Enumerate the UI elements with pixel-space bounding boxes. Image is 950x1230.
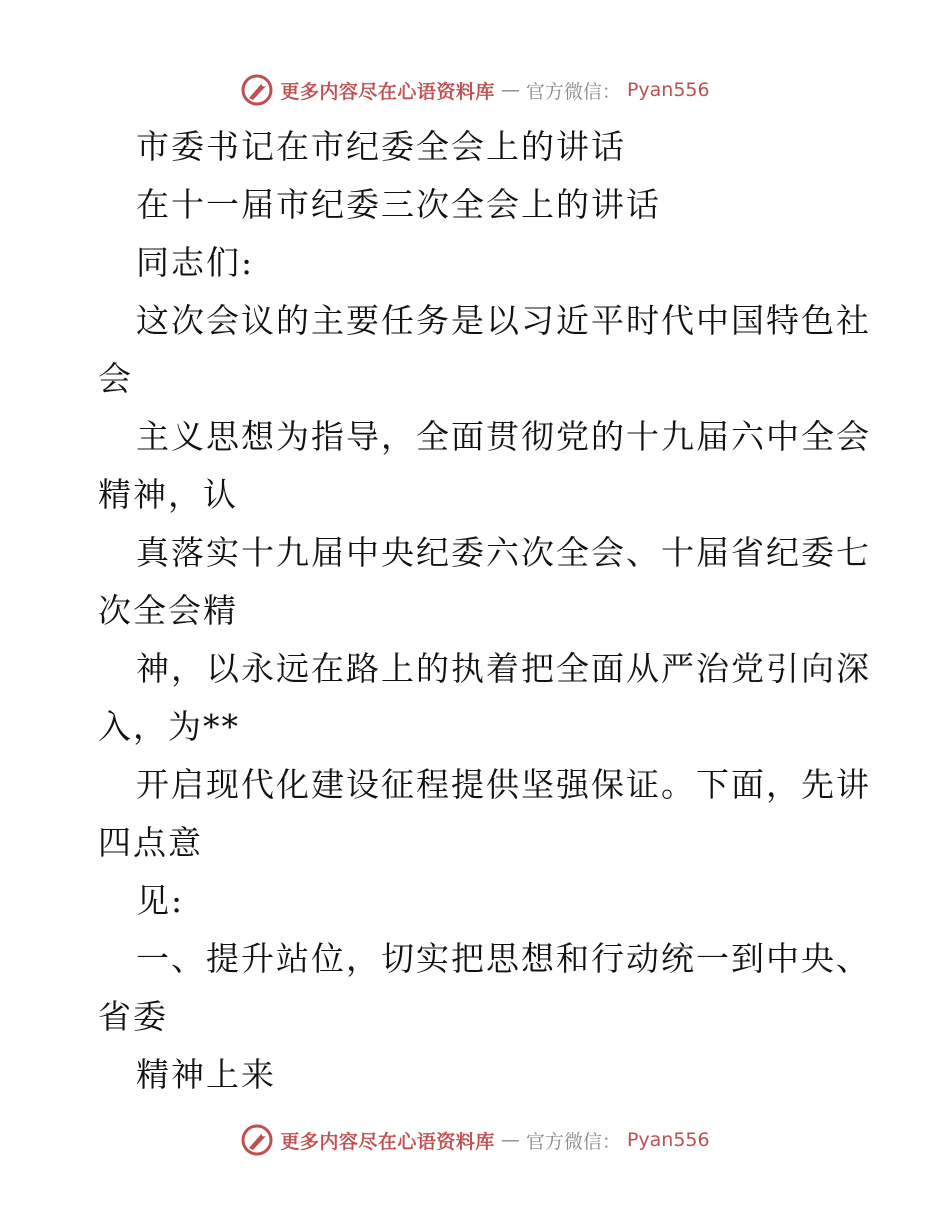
text-line: 市委书记在市纪委全会上的讲话 bbox=[136, 127, 626, 166]
watermark-wechat-label: 官方微信： bbox=[525, 80, 621, 103]
text-line: 在十一届市纪委三次全会上的讲话 bbox=[136, 185, 661, 224]
text-line: 真落实十九届中央纪委六次全会、十届省纪委七 bbox=[136, 533, 871, 572]
text-line: 精神，认 bbox=[98, 475, 238, 514]
watermark-dash: — bbox=[500, 79, 520, 101]
text-line: 次全会精 bbox=[98, 591, 238, 630]
pen-logo-icon bbox=[240, 1123, 274, 1157]
watermark-header bbox=[0, 70, 950, 110]
watermark-footer bbox=[0, 1120, 950, 1160]
text-line: 会 bbox=[98, 359, 133, 398]
watermark-wechat-label: 官方微信： bbox=[525, 1130, 621, 1153]
text-line: 神，以永远在路上的执着把全面从严治党引向深 bbox=[136, 649, 871, 688]
watermark-wechat-id: Pyan556 bbox=[626, 1129, 710, 1151]
document-body bbox=[98, 118, 871, 1104]
text-line: 省委 bbox=[98, 997, 168, 1036]
text-line: 见: bbox=[136, 881, 185, 920]
text-line: 开启现代化建设征程提供坚强保证。下面，先讲 bbox=[136, 765, 871, 804]
watermark-wechat-id: Pyan556 bbox=[626, 79, 710, 101]
text-line: 精神上来 bbox=[136, 1055, 276, 1094]
text-line: 入，为** bbox=[98, 707, 240, 746]
watermark-main-text: 更多内容尽在心语资料库 bbox=[280, 80, 495, 103]
watermark-dash: — bbox=[500, 1129, 520, 1151]
watermark-main-text: 更多内容尽在心语资料库 bbox=[280, 1130, 495, 1153]
pen-logo-icon bbox=[240, 73, 274, 107]
text-line: 主义思想为指导，全面贯彻党的十九届六中全会 bbox=[136, 417, 871, 456]
text-line: 这次会议的主要任务是以习近平时代中国特色社 bbox=[136, 301, 871, 340]
text-line: 一、提升站位，切实把思想和行动统一到中央、 bbox=[136, 939, 871, 978]
text-line: 四点意 bbox=[98, 823, 203, 862]
text-line: 同志们: bbox=[136, 243, 255, 282]
